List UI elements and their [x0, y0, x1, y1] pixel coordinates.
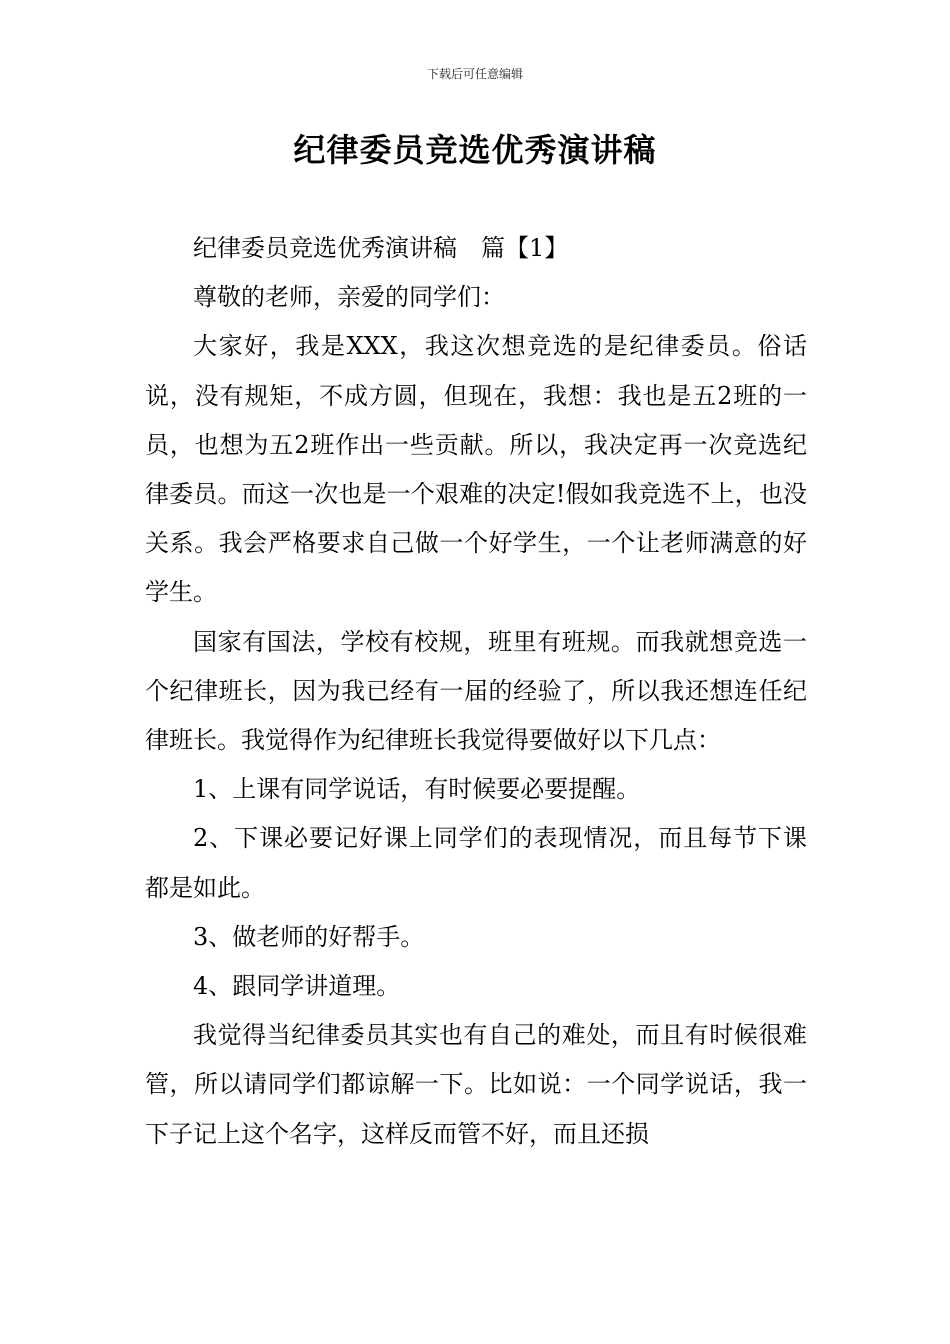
section-heading: 纪律委员竞选优秀演讲稿 篇【1】: [193, 234, 569, 262]
greeting-paragraph: 尊敬的老师，亲爱的同学们：: [193, 283, 505, 312]
list-item: 2、下课必要记好课上同学们的表现情况，而且每节下课都是如此。: [145, 824, 807, 902]
list-item: 1、上课有同学说话，有时候要必要提醒。: [193, 775, 641, 804]
document-title: 纪律委员竞选优秀演讲稿: [293, 131, 657, 169]
body-paragraph: 大家好，我是XXX，我这次想竞选的是纪律委员。俗话说，没有规矩，不成方圆，但现在，我想：我也是五2班的一员，也想为五2班作出一些贡献。所以，我决定再一次竞选纪律委员。而这一次也是一个艰难的决定!假如我竞选不上，也没关系。我会严格要求自己做一个好学生，一个让老师满意的好学生。: [145, 332, 807, 607]
list-item: 3、做老师的好帮手。: [193, 922, 425, 951]
page-header-note: 下载后可任意编辑: [426, 67, 523, 81]
document-body: [145, 224, 807, 1159]
body-paragraph: 我觉得当纪律委员其实也有自己的难处，而且有时候很难管，所以请同学们都谅解一下。比如说：一个同学说话，我一下子记上这个名字，这样反而管不好，而且还损: [145, 1021, 807, 1148]
body-paragraph: 国家有国法，学校有校规，班里有班规。而我就想竞选一个纪律班长，因为我已经有一届的经验了，所以我还想连任纪律班长。我觉得作为纪律班长我觉得要做好以下几点：: [145, 627, 807, 755]
list-item: 4、跟同学讲道理。: [193, 972, 401, 1001]
